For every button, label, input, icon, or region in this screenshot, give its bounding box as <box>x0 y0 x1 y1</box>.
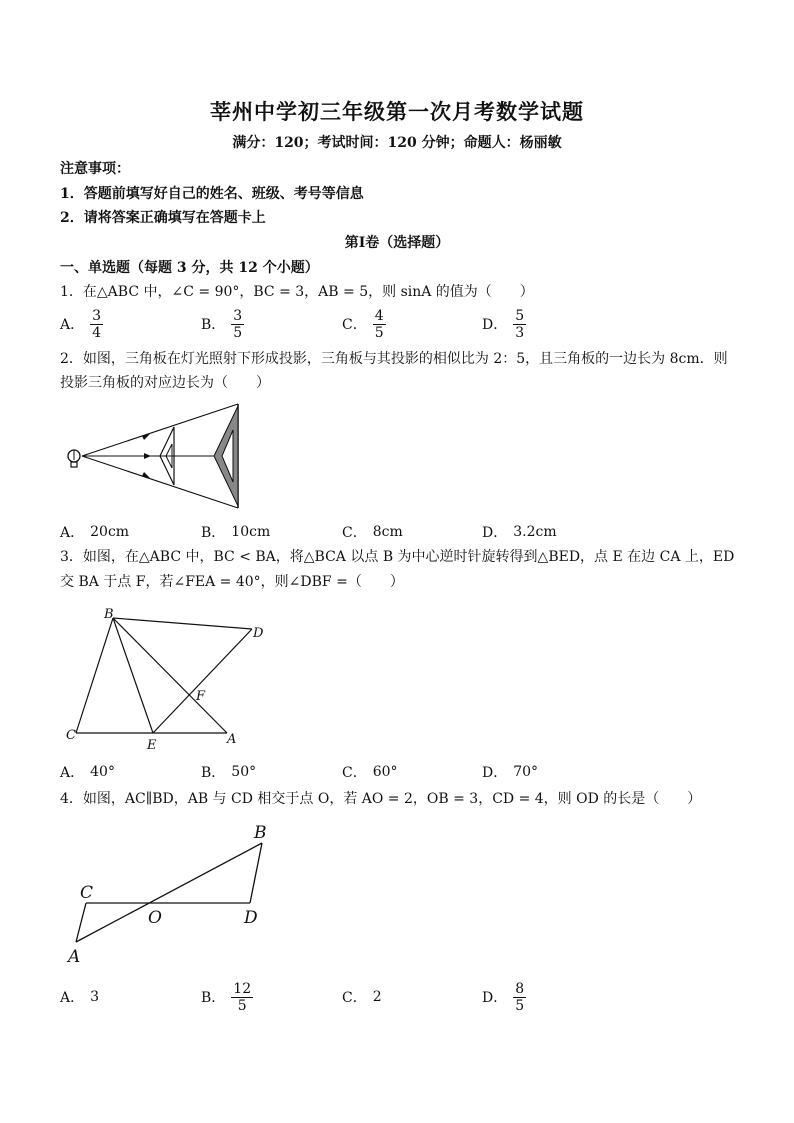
numerator: 3 <box>233 307 243 324</box>
light-ray-top <box>82 404 238 456</box>
triangle-shadow <box>214 406 238 506</box>
segment-bc <box>76 618 113 733</box>
segment-ed <box>153 629 252 733</box>
numerator: 12 <box>233 980 252 997</box>
option-value: 2 <box>372 989 382 1005</box>
option-label: D． <box>482 990 508 1006</box>
note-item-2: 2．请将答案正确填写在答题卡上 <box>60 210 266 226</box>
option-d[interactable] <box>482 977 526 1017</box>
numerator: 4 <box>374 307 384 324</box>
fraction <box>90 308 103 341</box>
option-label: A． <box>60 317 85 333</box>
denominator: 3 <box>515 324 525 341</box>
segment-ac <box>76 903 86 942</box>
option-d[interactable] <box>482 757 538 787</box>
notes-heading: 注意事项： <box>60 161 130 177</box>
option-b[interactable] <box>201 977 253 1017</box>
denominator: 5 <box>237 997 247 1014</box>
part-heading: 一、单选题（每题 3 分，共 12 个小题） <box>60 260 319 276</box>
option-label: B． <box>201 765 226 781</box>
option-value: 70° <box>513 764 539 780</box>
fraction <box>231 308 244 341</box>
question-4-options <box>60 977 740 1017</box>
question-3-text-line1: 3．如图，在△ABC 中，BC < BA，将△BCA 以点 B 为中心逆时针旋转得到△BED，点 E 在边 CA 上，ED <box>60 549 735 565</box>
parallel-lines-figure <box>62 818 282 968</box>
option-label: B． <box>201 317 226 333</box>
option-label: A． <box>60 990 85 1006</box>
option-label: B． <box>201 525 226 541</box>
denominator: 5 <box>374 324 384 341</box>
projection-figure <box>62 400 247 512</box>
option-b[interactable] <box>201 757 256 787</box>
option-d[interactable] <box>482 517 557 547</box>
segment-ab <box>76 843 262 942</box>
option-label: A． <box>60 525 85 541</box>
option-value: 3 <box>90 989 100 1005</box>
option-value: 50° <box>231 764 257 780</box>
fraction <box>373 308 386 341</box>
rotation-figure <box>62 603 272 753</box>
question-4-text: 4．如图，AC∥BD，AB 与 CD 相交于点 O，若 AO = 2，OB = 3，CD = 4，则 OD 的长是（ ） <box>60 791 702 807</box>
question-2-text-line2: 投影三角板的对应边长为（ ） <box>60 375 270 391</box>
section-title: 第Ⅰ卷（选择题） <box>344 235 450 251</box>
option-label: A． <box>60 765 85 781</box>
option-value: 60° <box>372 764 398 780</box>
page-title: 莘州中学初三年级第一次月考数学试题 <box>210 99 584 124</box>
option-b[interactable] <box>201 517 270 547</box>
fraction <box>231 981 253 1014</box>
option-value: 10cm <box>231 524 271 540</box>
option-label: C． <box>342 317 367 333</box>
point-a-label: A <box>68 947 81 967</box>
question-2-options <box>60 517 740 547</box>
option-label: D． <box>482 765 508 781</box>
light-ray-bottom <box>82 456 238 508</box>
option-a[interactable] <box>60 977 99 1017</box>
option-b[interactable] <box>201 304 244 344</box>
fraction <box>513 981 526 1014</box>
point-f-label: F <box>196 689 206 704</box>
numerator: 3 <box>92 307 102 324</box>
fraction <box>513 308 526 341</box>
option-d[interactable] <box>482 304 526 344</box>
option-a[interactable] <box>60 304 103 344</box>
point-d-label: D <box>244 908 258 928</box>
numerator: 8 <box>515 980 525 997</box>
option-c[interactable] <box>342 977 382 1017</box>
point-e-label: E <box>147 738 157 753</box>
question-1-text: 1．在△ABC 中，∠C = 90°，BC = 3，AB = 5，则 sinA 的值为（ ） <box>60 284 534 300</box>
option-value: 3.2cm <box>513 524 557 540</box>
point-d-label: D <box>253 626 264 641</box>
denominator: 5 <box>515 997 525 1014</box>
point-c-label: C <box>80 883 94 903</box>
option-a[interactable] <box>60 757 115 787</box>
question-2-text-line1: 2．如图，三角板在灯光照射下形成投影，三角板与其投影的相似比为 2：5，且三角板的一边长为 8cm．则 <box>60 351 728 367</box>
option-label: B． <box>201 990 226 1006</box>
note-item-1: 1．答题前填写好自己的姓名、班级、考号等信息 <box>60 186 364 202</box>
point-b-label: B <box>254 823 267 843</box>
segment-be <box>113 618 153 733</box>
point-c-label: C <box>66 728 76 743</box>
segment-bd <box>113 618 252 629</box>
option-c[interactable] <box>342 304 386 344</box>
option-label: C． <box>342 525 367 541</box>
option-label: C． <box>342 765 367 781</box>
option-c[interactable] <box>342 517 403 547</box>
option-a[interactable] <box>60 517 129 547</box>
point-b-label: B <box>104 607 114 622</box>
option-label: D． <box>482 525 508 541</box>
denominator: 4 <box>92 324 102 341</box>
question-1-options <box>60 304 740 344</box>
option-c[interactable] <box>342 757 398 787</box>
denominator: 5 <box>233 324 243 341</box>
option-label: D． <box>482 317 508 333</box>
arrow-icon <box>144 453 151 459</box>
option-label: C． <box>342 990 367 1006</box>
option-value: 8cm <box>372 524 403 540</box>
option-value: 40° <box>90 764 115 780</box>
question-3-text-line2: 交 BA 于点 F，若∠FEA = 40°，则∠DBF =（ ） <box>60 574 404 590</box>
segment-bd <box>250 843 262 903</box>
exam-info: 满分：120；考试时间：120 分钟；命题人：杨丽敏 <box>232 135 562 151</box>
numerator: 5 <box>515 307 525 324</box>
lamp-icon <box>68 450 80 467</box>
option-value: 20cm <box>90 524 130 540</box>
point-a-label: A <box>227 732 237 747</box>
point-o-label: O <box>148 908 162 928</box>
question-3-options <box>60 757 740 787</box>
